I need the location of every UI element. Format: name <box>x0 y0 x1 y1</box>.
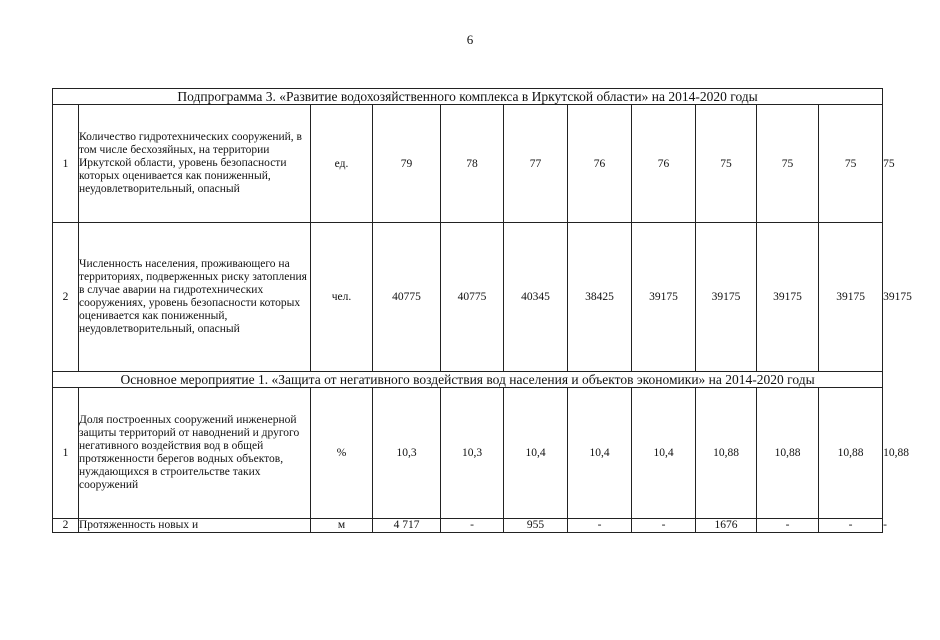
unit-cell: ед. <box>311 105 373 223</box>
value-cell: 10,3 <box>441 388 504 519</box>
table-row: 2 Численность населения, проживающего на территориях, подверженных риску затопления в случае аварии на гидротехнических сооружениях, уровень безопасности которых оценивается как пониженный, неудовлетворительный, опасный чел. 40775 40775 40345 38425 39175 39175 39175 39175 39175 <box>53 223 883 372</box>
value-cell: 4 717 <box>373 519 441 533</box>
row-number: 2 <box>53 223 79 372</box>
value-cell: - <box>757 519 819 533</box>
table-row: 1 Доля построенных сооружений инженерной защиты территорий от наводнений и другого негативного воздействия вод в общей протяженности берегов водных объектов, нуждающихся в строительстве таких сооружений % 10,3 10,3 10,4 10,4 10,4 10,88 10,88 10,88 10,88 <box>53 388 883 519</box>
table-row: 1 Количество гидротехнических сооружений, в том числе бесхозяйных, на территории Иркутской области, уровень безопасности которых оценивается как пониженный, неудовлетворительный, опасный ед. 79 78 77 76 76 75 75 75 75 <box>53 105 883 223</box>
value-cell: 75 <box>819 105 883 223</box>
value-cell: 78 <box>441 105 504 223</box>
activity-title: Основное мероприятие 1. «Защита от негативного воздействия вод населения и объектов экономики» на 2014-2020 годы <box>53 372 883 388</box>
value-cell: 10,88 <box>696 388 757 519</box>
value-cell: 39175 <box>819 223 883 372</box>
unit-cell: чел. <box>311 223 373 372</box>
value-cell: - <box>441 519 504 533</box>
row-number: 1 <box>53 105 79 223</box>
value-cell: 10,4 <box>504 388 568 519</box>
value-cell: 10,4 <box>568 388 632 519</box>
indicator-name: Доля построенных сооружений инженерной защиты территорий от наводнений и другого негативного воздействия вод в общей протяженности берегов водных объектов, нуждающихся в строительстве таких сооружений <box>79 388 311 519</box>
value-cell: 76 <box>568 105 632 223</box>
subprogram-title: Подпрограмма 3. «Развитие водохозяйственного комплекса в Иркутской области» на 2014-2020 годы <box>53 89 883 105</box>
value-cell: 40345 <box>504 223 568 372</box>
value-cell: 10,88 <box>819 388 883 519</box>
value-cell: 39175 <box>632 223 696 372</box>
indicators-table <box>52 88 912 533</box>
row-number: 2 <box>53 519 79 533</box>
value-cell: - <box>819 519 883 533</box>
unit-cell: м <box>311 519 373 533</box>
page-number: 6 <box>466 32 474 47</box>
indicator-name: Численность населения, проживающего на территориях, подверженных риску затопления в случае аварии на гидротехнических сооружениях, уровень безопасности которых оценивается как пониженный, неудовлетворительный, опасный <box>79 223 311 372</box>
value-cell: 1676 <box>696 519 757 533</box>
value-cell: 39175 <box>757 223 819 372</box>
value-cell: 75 <box>696 105 757 223</box>
value-cell: 76 <box>632 105 696 223</box>
value-cell: 39175 <box>696 223 757 372</box>
value-cell: 10,3 <box>373 388 441 519</box>
value-cell: 10,88 <box>757 388 819 519</box>
unit-cell: % <box>311 388 373 519</box>
row-number: 1 <box>53 388 79 519</box>
value-cell: 955 <box>504 519 568 533</box>
subprogram-header-row <box>53 89 883 105</box>
value-cell: - <box>568 519 632 533</box>
value-cell: 38425 <box>568 223 632 372</box>
table-row: 2 Протяженность новых и м 4 717 - 955 - - 1676 - - - <box>53 519 883 533</box>
value-cell: 79 <box>373 105 441 223</box>
value-cell: 40775 <box>373 223 441 372</box>
value-cell: 77 <box>504 105 568 223</box>
value-cell: 10,4 <box>632 388 696 519</box>
value-cell: 75 <box>757 105 819 223</box>
indicator-name: Протяженность новых и <box>79 519 311 533</box>
value-cell: 40775 <box>441 223 504 372</box>
value-cell: - <box>632 519 696 533</box>
indicator-name: Количество гидротехнических сооружений, в том числе бесхозяйных, на территории Иркутской области, уровень безопасности которых оценивается как пониженный, неудовлетворительный, опасный <box>79 105 311 223</box>
activity-header-row <box>53 372 883 388</box>
